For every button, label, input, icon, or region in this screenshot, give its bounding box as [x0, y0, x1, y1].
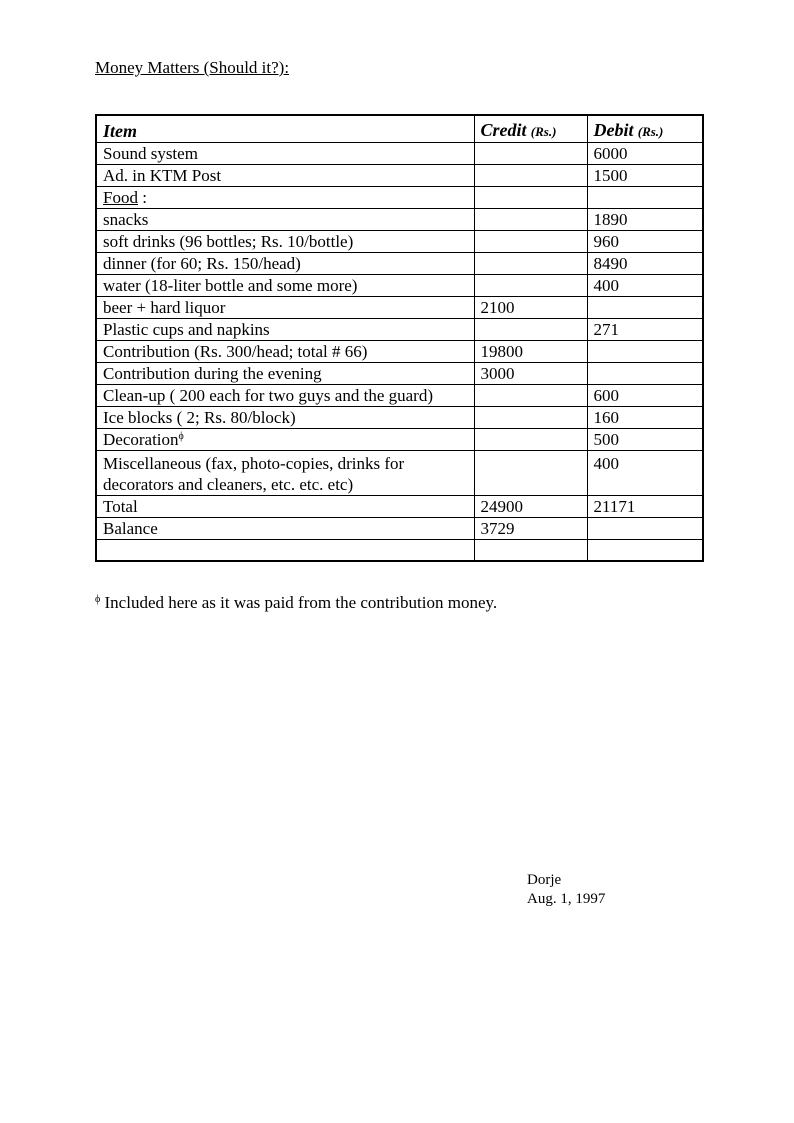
table-row	[96, 385, 703, 407]
table-row	[96, 341, 703, 363]
row-credit	[474, 451, 587, 496]
row-item: soft drinks (96 bottles; Rs. 10/bottle)	[96, 231, 474, 253]
row-debit: 400	[587, 451, 703, 496]
row-item: Clean-up ( 200 each for two guys and the guard)	[96, 385, 474, 407]
row-debit	[587, 187, 703, 209]
page-title: Money Matters (Should it?):	[95, 58, 290, 77]
signature-block	[527, 871, 605, 909]
header-credit	[474, 115, 587, 143]
row-item-food-label: Food	[103, 188, 138, 207]
row-debit	[587, 363, 703, 385]
table-row	[96, 363, 703, 385]
row-debit: 1890	[587, 209, 703, 231]
table-row	[96, 143, 703, 165]
signature-date: Aug. 1, 1997	[527, 891, 606, 907]
row-debit	[587, 297, 703, 319]
header-credit-label: Credit	[480, 120, 527, 140]
row-item-line2: decorators and cleaners, etc. etc. etc)	[103, 475, 354, 494]
phi-footnote-mark: ϕ	[178, 431, 184, 442]
footnote	[95, 593, 497, 613]
footnote-text: Included here as it was paid from the contribution money.	[100, 593, 498, 612]
row-debit: 600	[587, 385, 703, 407]
table-row	[96, 187, 703, 209]
row-item: Total	[96, 496, 474, 518]
row-debit: 160	[587, 407, 703, 429]
row-credit: 24900	[474, 496, 587, 518]
row-debit	[587, 540, 703, 562]
row-debit: 271	[587, 319, 703, 341]
row-item-line1: Miscellaneous (fax, photo-copies, drinks for	[103, 454, 405, 473]
row-item: water (18-liter bottle and some more)	[96, 275, 474, 297]
table-row	[96, 165, 703, 187]
row-item: Ad. in KTM Post	[96, 165, 474, 187]
row-debit: 400	[587, 275, 703, 297]
row-debit: 960	[587, 231, 703, 253]
table-row-total	[96, 496, 703, 518]
row-item: Contribution during the evening	[96, 363, 474, 385]
table-row	[96, 319, 703, 341]
row-debit	[587, 341, 703, 363]
row-credit	[474, 187, 587, 209]
row-credit: 3729	[474, 518, 587, 540]
row-credit: 19800	[474, 341, 587, 363]
row-debit	[587, 518, 703, 540]
table-row	[96, 429, 703, 451]
row-debit: 500	[587, 429, 703, 451]
row-item: dinner (for 60; Rs. 150/head)	[96, 253, 474, 275]
row-item	[96, 187, 474, 209]
table-row	[96, 451, 703, 496]
header-debit-unit: (Rs.)	[637, 124, 664, 139]
row-item-decoration-label: Decoration	[103, 430, 179, 449]
row-credit	[474, 275, 587, 297]
row-credit	[474, 253, 587, 275]
header-debit	[587, 115, 703, 143]
row-credit	[474, 429, 587, 451]
row-debit: 21171	[587, 496, 703, 518]
table-row	[96, 231, 703, 253]
table-row	[96, 297, 703, 319]
row-item: Contribution (Rs. 300/head; total # 66)	[96, 341, 474, 363]
footnote-mark: ϕ	[95, 594, 101, 605]
row-credit	[474, 231, 587, 253]
header-item-label: Item	[103, 121, 137, 141]
money-table	[95, 114, 704, 562]
row-credit: 2100	[474, 297, 587, 319]
row-debit: 1500	[587, 165, 703, 187]
signature-name: Dorje	[527, 872, 562, 888]
table-row	[96, 407, 703, 429]
row-item: beer + hard liquor	[96, 297, 474, 319]
row-item: Sound system	[96, 143, 474, 165]
header-item	[96, 115, 474, 143]
row-credit	[474, 209, 587, 231]
row-debit: 6000	[587, 143, 703, 165]
row-item	[96, 540, 474, 562]
row-item: Plastic cups and napkins	[96, 319, 474, 341]
table-row-empty	[96, 540, 703, 562]
header-credit-unit: (Rs.)	[530, 124, 557, 139]
table-row-balance	[96, 518, 703, 540]
row-item	[96, 429, 474, 451]
row-item-food-suffix: :	[137, 188, 147, 207]
header-debit-label: Debit	[593, 120, 634, 140]
row-credit	[474, 407, 587, 429]
table-row	[96, 253, 703, 275]
row-credit	[474, 143, 587, 165]
row-credit	[474, 385, 587, 407]
row-credit: 3000	[474, 363, 587, 385]
row-item: Ice blocks ( 2; Rs. 80/block)	[96, 407, 474, 429]
row-credit	[474, 319, 587, 341]
table-header-row	[96, 115, 703, 143]
row-item	[96, 451, 474, 496]
row-item: Balance	[96, 518, 474, 540]
row-credit	[474, 540, 587, 562]
row-debit: 8490	[587, 253, 703, 275]
table-row	[96, 275, 703, 297]
row-item: snacks	[96, 209, 474, 231]
table-row	[96, 209, 703, 231]
row-credit	[474, 165, 587, 187]
